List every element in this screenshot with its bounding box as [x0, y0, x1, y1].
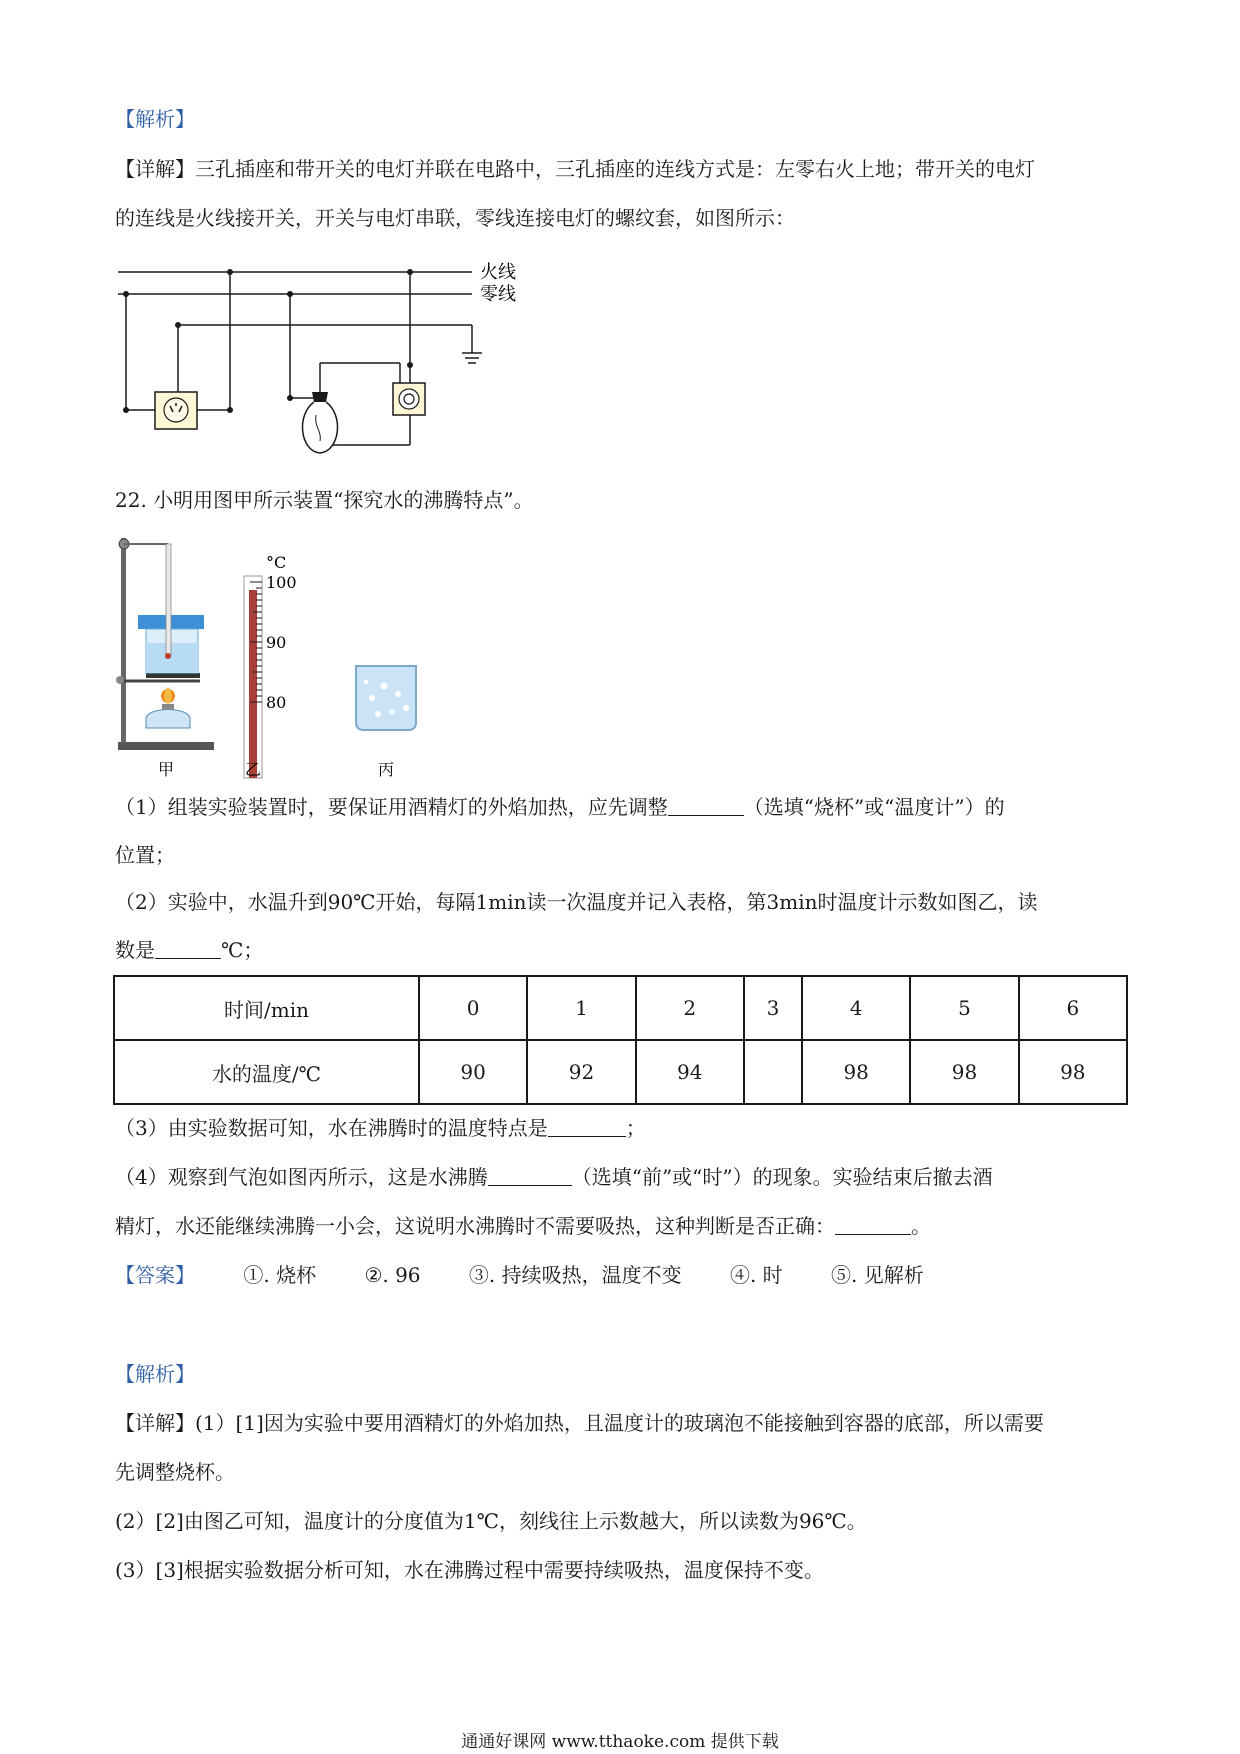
thermometer	[244, 576, 262, 778]
q4-blank-2[interactable]	[835, 1216, 911, 1235]
time-cell: 1	[527, 976, 635, 1040]
time-cell: 0	[419, 976, 527, 1040]
analysis2-line-3: (2）[2]由图乙可知，温度计的分度值为1℃，刻线往上示数越大，所以读数为96℃。	[115, 1509, 867, 1533]
circuit-diagram	[110, 255, 530, 455]
answer-tag: 【答案】	[115, 1263, 195, 1287]
answer-item: ③. 持续吸热，温度不变	[468, 1263, 682, 1287]
time-cell: 5	[910, 976, 1018, 1040]
temp-cell: 90	[419, 1040, 527, 1104]
answer-item: ①. 烧杯	[243, 1263, 317, 1287]
beaker-with-bubbles	[356, 666, 416, 730]
experiment-figures	[110, 530, 450, 780]
answer-item: ⑤. 见解析	[831, 1263, 924, 1287]
time-header: 时间/min	[114, 976, 419, 1040]
q4-line-1	[115, 1165, 993, 1189]
ground-icon	[462, 342, 482, 363]
boiling-apparatus	[116, 538, 214, 750]
page-footer: 通通好课网 www.tthaoke.com 提供下载	[461, 1732, 779, 1752]
time-cell: 4	[802, 976, 910, 1040]
q3-blank[interactable]	[548, 1118, 626, 1137]
temp-cell: 98	[802, 1040, 910, 1104]
tick-label-80: 80	[266, 693, 287, 712]
q2-blank[interactable]	[155, 940, 221, 959]
analysis-tag: 【解析】	[115, 107, 195, 131]
q3-text-a: （3）由实验数据可知，水在沸腾时的温度特点是	[115, 1116, 548, 1140]
analysis2-line-1: 【详解】(1）[1]因为实验中要用酒精灯的外焰加热，且温度计的玻璃泡不能接触到容器的底部，所以需要	[115, 1411, 1044, 1435]
q4-text-c: 精灯，水还能继续沸腾一小会，这说明水沸腾时不需要吸热，这种判断是否正确：	[115, 1214, 835, 1238]
q4-text-a: （4）观察到气泡如图丙所示，这是水沸腾	[115, 1165, 488, 1189]
figure-label-yi: 乙	[245, 760, 262, 779]
socket-icon	[155, 392, 197, 429]
table-row	[114, 1040, 1127, 1104]
q3-text-b: ；	[625, 1116, 646, 1140]
question-22-stem: 22. 小明用图甲所示装置“探究水的沸腾特点”。	[115, 488, 534, 512]
temperature-table	[113, 975, 1128, 1105]
time-cell: 6	[1019, 976, 1127, 1040]
switch-icon	[393, 383, 425, 415]
temp-header: 水的温度/℃	[114, 1040, 419, 1104]
table-row	[114, 976, 1127, 1040]
figure-label-jia: 甲	[158, 760, 175, 779]
thermometer-unit-label: °C	[266, 553, 287, 572]
q1-line-2: 位置；	[115, 843, 175, 867]
q4-text-b: （选填“前”或“时”）的现象。实验结束后撤去酒	[571, 1165, 993, 1189]
q4-blank-1[interactable]	[488, 1167, 572, 1186]
analysis2-line-4: (3）[3]根据实验数据分析可知，水在沸腾过程中需要持续吸热，温度保持不变。	[115, 1558, 824, 1582]
q1-line-1	[115, 795, 1005, 819]
q2-line-1: （2）实验中，水温升到90℃开始，每隔1min读一次温度并记入表格，第3min时温度计示数如图乙，读	[115, 890, 1038, 914]
analysis-tag-2: 【解析】	[115, 1362, 195, 1386]
neutral-wire-label: 零线	[480, 284, 516, 305]
q1-text-a: （1）组装实验装置时，要保证用酒精灯的外焰加热，应先调整	[115, 795, 668, 819]
q4-line-2	[115, 1214, 931, 1238]
temp-cell-blank	[744, 1040, 802, 1104]
analysis2-line-2: 先调整烧杯。	[115, 1460, 235, 1484]
q1-text-b: （选填“烧杯”或“温度计”）的	[743, 795, 1005, 819]
tick-label-90: 90	[266, 633, 287, 652]
q2-text-c: ℃；	[221, 938, 264, 962]
q3-line	[115, 1116, 646, 1140]
answer-item: ②. 96	[364, 1263, 421, 1287]
detail-line-1: 【详解】三孔插座和带开关的电灯并联在电路中，三孔插座的连线方式是：左零右火上地；带开关的电灯	[115, 157, 1035, 181]
live-wire-label: 火线	[480, 262, 516, 283]
q2-line-2	[115, 938, 263, 962]
time-cell: 2	[636, 976, 744, 1040]
temp-cell: 94	[636, 1040, 744, 1104]
tick-label-100: 100	[266, 573, 297, 592]
answer-item: ④. 时	[729, 1263, 783, 1287]
figure-label-bing: 丙	[378, 760, 395, 779]
time-cell: 3	[744, 976, 802, 1040]
temp-cell: 98	[1019, 1040, 1127, 1104]
q4-text-d: 。	[911, 1214, 931, 1238]
temp-cell: 98	[910, 1040, 1018, 1104]
answer-line	[115, 1263, 966, 1287]
q2-text-a: 数是	[115, 938, 155, 962]
detail-line-2: 的连线是火线接开关，开关与电灯串联，零线连接电灯的螺纹套，如图所示：	[115, 206, 795, 230]
temp-cell: 92	[527, 1040, 635, 1104]
bulb-icon	[303, 392, 338, 453]
q1-blank[interactable]	[668, 797, 744, 816]
